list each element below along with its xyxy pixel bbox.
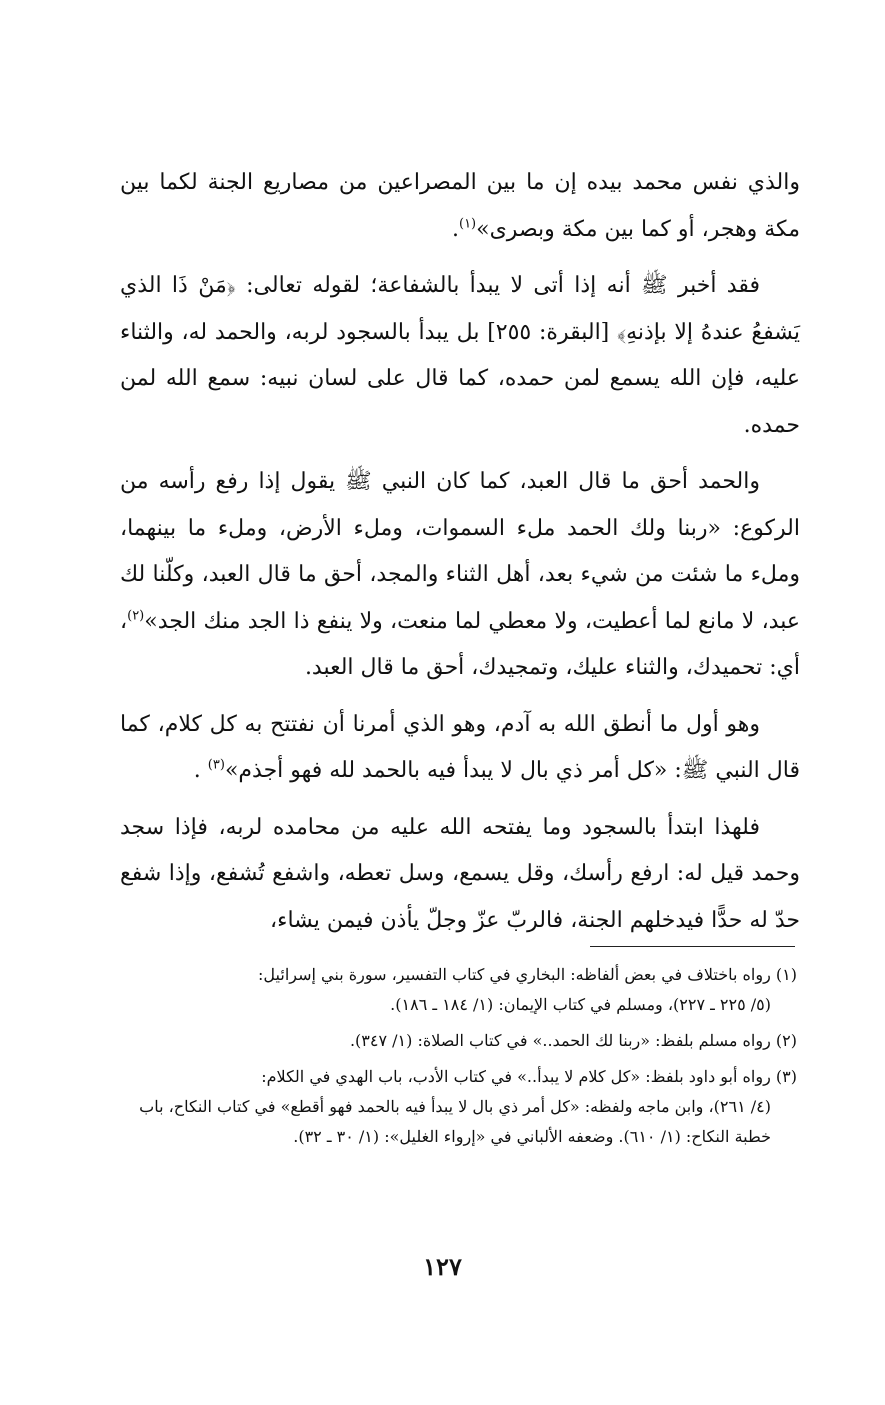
footnote-text: رواه باختلاف في بعض ألفاظه: البخاري في كتاب التفسير، سورة بني إسرائيل:: [258, 965, 771, 984]
footnote-1: [125, 960, 797, 1020]
paragraph-3: والحمد أحق ما قال العبد، كما كان النبي ﷺ يقول إذا رفع رأسه من الركوع: «ربنا ولك الحمد ملء السموات، وملء الأرض، وملء ما بينهما، وملء ما شئت من شيء بعد، أهل الثناء والمجد، أحق ما قال العبد، وكلّنا لك عبد، لا مانع لما أعطيت، ولا معطي لما منعت، ولا ينفع ذا الجد منك الجد»$^{(٢)}$، أي: تحميدك، والثناء عليك، وتمجيدك، أحق ما قال العبد.: [120, 469, 801, 680]
paragraph-2: فقد أخبر ﷺ أنه إذا أتى لا يبدأ بالشفاعة؛ لقوله تعالى: ﴿مَنْ ذَا الذي يَشفعُ عندهُ إلا بإذنهِ﴾ [البقرة: ٢٥٥] بل يبدأ بالسجود لربه، والحمد له، والثناء عليه، فإن الله يسمع لمن حمده، كما قال على لسان نبيه: سمع الله لمن حمده.: [120, 273, 800, 438]
footnote-3: [125, 1062, 797, 1152]
footnote-divider: [590, 946, 795, 947]
main-text: [120, 160, 800, 954]
footnote-ref-3: (٣): [207, 757, 225, 773]
paragraph-4: وهو أول ما أنطق الله به آدم، وهو الذي أمرنا أن نفتتح به كل كلام، كما قال النبي ﷺ: «كل أمر ذي بال لا يبدأ فيه بالحمد لله فهو أجذم»$^{(٣)}$ .: [120, 711, 800, 783]
footnote-text-continued: (٤/ ٢٦١)، وابن ماجه ولفظه: «كل أمر ذي بال لا يبدأ فيه بالحمد فهو أقطع» في كتاب النكاح، باب خطبة النكاح: (١/ ٦١٠). وضعفه الألباني في «إرواء الغليل»: (١/ ٣٠ ـ ٣٢).: [139, 1097, 771, 1146]
paragraph-1: والذي نفس محمد بيده إن ما بين المصراعين من مصاريع الجنة لكما بين مكة وهجر، أو كما بين مكة وبصرى»$^{(١)}$.: [120, 170, 800, 242]
footnote-number: (٢): [775, 1031, 797, 1050]
footnotes: [125, 960, 797, 1158]
footnote-2: [125, 1026, 797, 1056]
footnote-number: (١): [775, 965, 797, 984]
footnote-text: رواه مسلم بلفظ: «ربنا لك الحمد..» في كتاب الصلاة: (١/ ٣٤٧).: [349, 1031, 771, 1050]
footnote-ref-1: (١): [458, 216, 477, 232]
paragraph-5: فلهذا ابتدأ بالسجود وما يفتحه الله عليه من محامده لربه، فإذا سجد وحمد قيل له: ارفع رأسك، وقل يسمع، وسل تعطه، واشفع تُشفع، وإذا شفع حدّ له حدًّا فيدخلهم الجنة، فالربّ عزّ وجلّ يأذن فيمن يشاء،: [120, 814, 800, 933]
footnote-text: رواه أبو داود بلفظ: «كل كلام لا يبدأ..» في كتاب الأدب، باب الهدي في الكلام:: [261, 1067, 771, 1086]
footnote-number: (٣): [775, 1067, 797, 1086]
footnote-ref-2: (٢): [127, 608, 145, 624]
footnote-text-continued: (٥/ ٢٢٥ ـ ٢٢٧)، ومسلم في كتاب الإيمان: (١/ ١٨٤ ـ ١٨٦).: [390, 995, 771, 1014]
page-number: ١٢٧: [423, 1252, 462, 1281]
